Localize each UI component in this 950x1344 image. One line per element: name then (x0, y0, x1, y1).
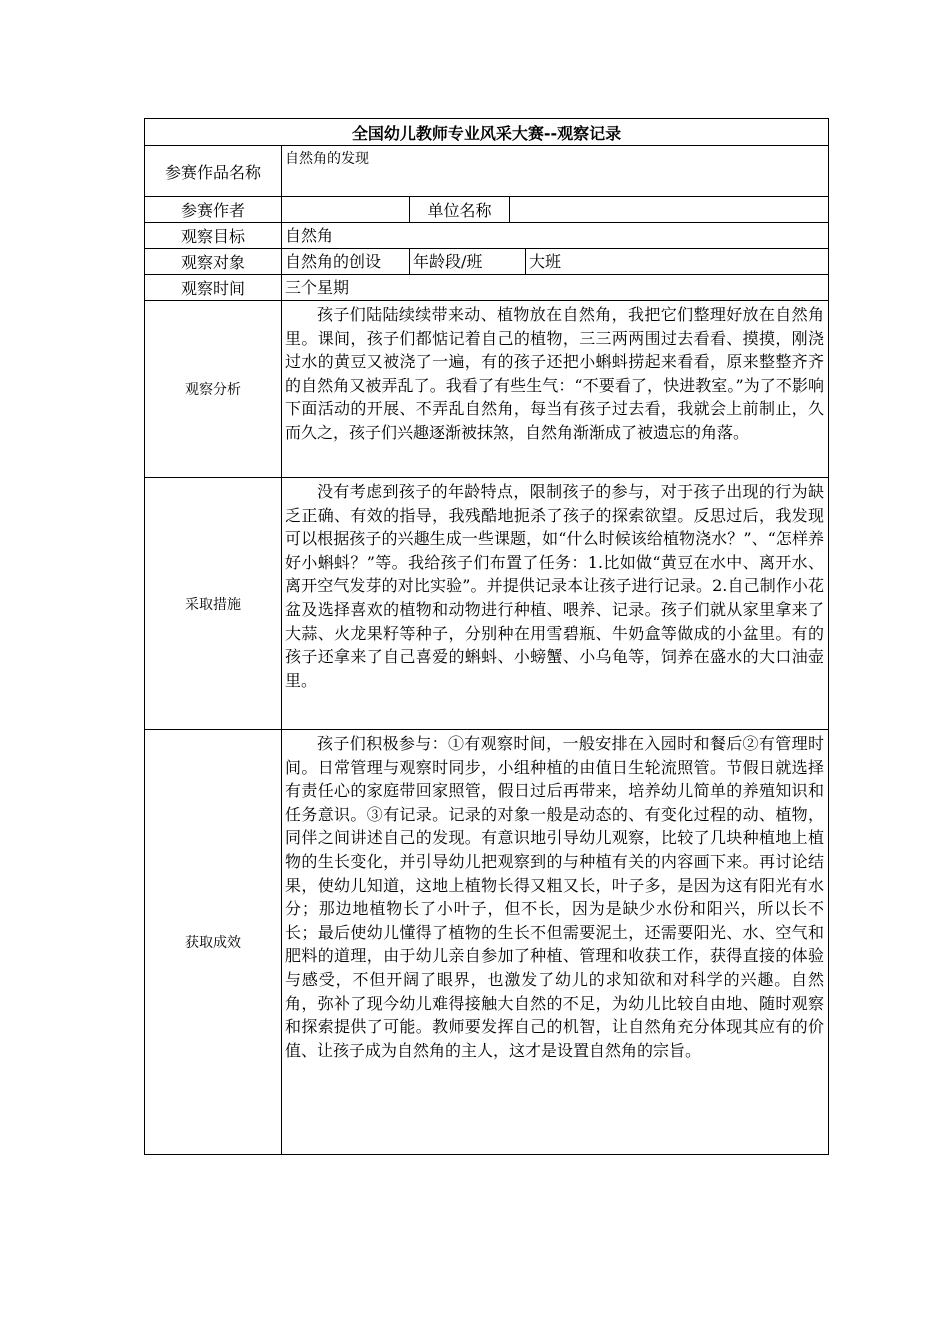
observation-record-table (144, 118, 829, 1155)
goal-label: 观察目标 (145, 223, 282, 249)
goal-value: 自然角 (282, 223, 829, 249)
time-value: 三个星期 (282, 275, 829, 301)
author-label: 参赛作者 (145, 197, 282, 223)
object-value: 自然角的创设 (282, 249, 410, 275)
unit-name-label: 单位名称 (410, 197, 510, 223)
observation-record-sheet (144, 118, 828, 1155)
analysis-label: 观察分析 (145, 301, 282, 478)
results-label: 获取成效 (145, 730, 282, 1155)
analysis-text: 孩子们陆陆续续带来动、植物放在自然角，我把它们整理好放在自然角里。课间，孩子们都惦记着自己的植物，三三两两围过去看看、摸摸，刚浇过水的黄豆又被浇了一遍，有的孩子还把小蝌蚪捞起来看看，原来整整齐齐的自然角又被弄乱了。我看了有些生气：“不要看了，快进教室。”为了不影响下面活动的开展、不弄乱自然角，每当有孩子过去看，我就会上前制止，久而久之，孩子们兴趣逐渐被抹煞，自然角渐渐成了被遗忘的角落。 (282, 301, 829, 478)
author-value (282, 197, 410, 223)
time-label: 观察时间 (145, 275, 282, 301)
unit-name-value (510, 197, 829, 223)
results-text: 孩子们积极参与：①有观察时间，一般安排在入园时和餐后②有管理时间。日常管理与观察时同步，小组种植的由值日生轮流照管。节假日就选择有责任心的家庭带回家照管，假日过后再带来，培养幼儿简单的养殖知识和任务意识。③有记录。记录的对象一般是动态的、有变化过程的动、植物，同伴之间讲述自己的发现。有意识地引导幼儿观察，比较了几块种植地上植物的生长变化，并引导幼儿把观察到的与种植有关的内容画下来。再讨论结果，使幼儿知道，这地上植物长得又粗又长，叶子多，是因为这有阳光有水分；那边地植物长了小叶子，但不长，因为是缺少水份和阳兴，所以长不长；最后使幼儿懂得了植物的生长不但需要泥土，还需要阳光、水、空气和肥料的道理，由于幼儿亲自参加了种植、管理和收获工作，获得直接的体验与感受，不但开阔了眼界，也激发了幼儿的求知欲和对科学的兴趣。自然角，弥补了现今幼儿难得接触大自然的不足，为幼儿比较自由地、随时观察和探索提供了可能。教师要发挥自己的机智，让自然角充分体现其应有的价值、让孩子成为自然角的主人，这才是设置自然角的宗旨。 (282, 730, 829, 1155)
age-group-label: 年龄段/班 (410, 249, 526, 275)
age-group-value: 大班 (526, 249, 829, 275)
measures-label: 采取措施 (145, 478, 282, 730)
work-name-label: 参赛作品名称 (145, 146, 282, 197)
measures-text: 没有考虑到孩子的年龄特点，限制孩子的参与，对于孩子出现的行为缺乏正确、有效的指导，我残酷地扼杀了孩子的探索欲望。反思过后，我发现可以根据孩子的兴趣生成一些课题，如“什么时候该给植物浇水？”、“怎样养好小蝌蚪？”等。我给孩子们布置了任务：1.比如做“黄豆在水中、离开水、离开空气发芽的对比实验”。并提供记录本让孩子进行记录。2.自己制作小花盆及选择喜欢的植物和动物进行种植、喂养、记录。孩子们就从家里拿来了大蒜、火龙果籽等种子，分别种在用雪碧瓶、牛奶盒等做成的小盆里。有的孩子还拿来了自己喜爱的蝌蚪、小螃蟹、小乌龟等，饲养在盛水的大口油壶里。 (282, 478, 829, 730)
work-name-value: 自然角的发现 (282, 146, 829, 197)
document-title: 全国幼儿教师专业风采大赛--观察记录 (145, 119, 829, 146)
object-label: 观察对象 (145, 249, 282, 275)
